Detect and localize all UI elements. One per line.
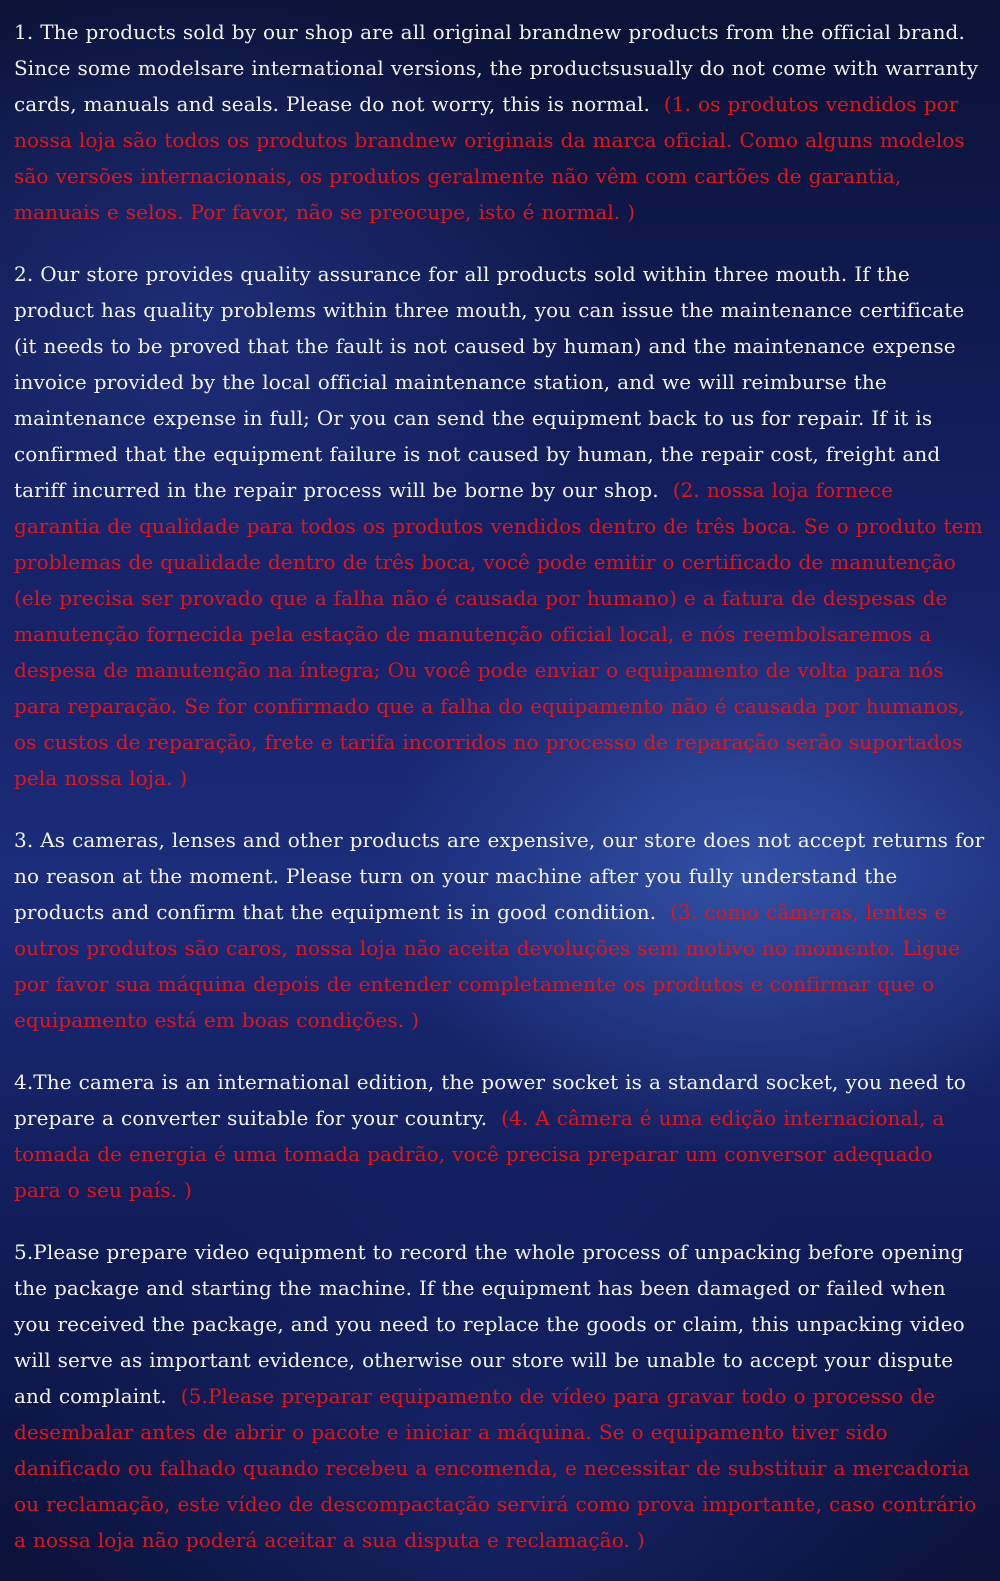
policy-section-2 (14, 256, 986, 796)
portuguese-text: (5.Please preparar equipamento de vídeo para gravar todo o processo de desembalar antes de abrir o pacote e iniciar a máquina. Se o equipamento tiver sido danificado ou falhado quando recebeu a encomenda, e necessitar de substituir a mercadoria ou reclamação, este vídeo de descompactação servirá como prova importante, caso contrário a nossa loja não poderá aceitar a sua disputa e reclamação. ) (14, 1384, 977, 1552)
policy-section-3 (14, 822, 986, 1038)
policy-paragraph (14, 14, 986, 230)
english-text: 5.Please prepare video equipment to record the whole process of unpacking before opening the package and starting the machine. If the equipment has been damaged or failed when you received the package, and you need to replace the goods or claim, this unpacking video will serve as important evidence, otherwise our store will be unable to accept your dispute and complaint. (14, 1240, 965, 1408)
policy-paragraph (14, 1064, 986, 1208)
policy-section-1 (14, 14, 986, 230)
english-text: 3. As cameras, lenses and other products are expensive, our store does not accept returns for no reason at the moment. Please turn on your machine after you fully understand the products and confirm that the equipment is in good condition. (14, 828, 985, 924)
english-text: 2. Our store provides quality assurance for all products sold within three mouth. If the product has quality problems within three mouth, you can issue the maintenance certificate (it needs to be proved that the fault is not caused by human) and the maintenance expense invoice provided by the local official maintenance station, and we will reimburse the maintenance expense in full; Or you can send the equipment back to us for repair. If it is confirmed that the equipment failure is not caused by human, the repair cost, freight and tariff incurred in the repair process will be borne by our shop. (14, 262, 965, 502)
english-text: 4.The camera is an international edition, the power socket is a standard socket, you need to prepare a converter suitable for your country. (14, 1070, 966, 1130)
portuguese-text: (4. A câmera é uma edição internacional, a tomada de energia é uma tomada padrão, você precisa preparar um conversor adequado para o seu país. ) (14, 1106, 945, 1202)
policy-section-5 (14, 1234, 986, 1558)
portuguese-text: (1. os produtos vendidos por nossa loja são todos os produtos brandnew originais da marca oficial. Como alguns modelos são versões internacionais, os produtos geralmente não vêm com cartões de garantia, manuais e selos. Por favor, não se preocupe, isto é normal. ) (14, 92, 965, 224)
policy-paragraph (14, 822, 986, 1038)
policy-section-4 (14, 1064, 986, 1208)
portuguese-text: (2. nossa loja fornece garantia de qualidade para todos os produtos vendidos dentro de três boca. Se o produto tem problemas de qualidade dentro de três boca, você pode emitir o certificado de manutenção (ele precisa ser provado que a falha não é causada por humano) e a fatura de despesas de manutenção fornecida pela estação de manutenção oficial local, e nós reembolsaremos a despesa de manutenção na íntegra; Ou você pode enviar o equipamento de volta para nós para reparação. Se for confirmado que a falha do equipamento não é causada por humanos, os custos de reparação, frete e tarifa incorridos no processo de reparação serão suportados pela nossa loja. ) (14, 478, 983, 790)
policy-paragraph (14, 1234, 986, 1558)
policy-paragraph (14, 256, 986, 796)
portuguese-text: (3. como câmeras, lentes e outros produtos são caros, nossa loja não aceita devoluções sem motivo no momento. Ligue por favor sua máquina depois de entender completamente os produtos e confirmar que o equipamento está em boas condições. ) (14, 900, 961, 1032)
english-text: 1. The products sold by our shop are all original brandnew products from the official brand. Since some modelsare international versions, the productsusually do not come with warranty cards, manuals and seals. Please do not worry, this is normal. (14, 20, 979, 116)
